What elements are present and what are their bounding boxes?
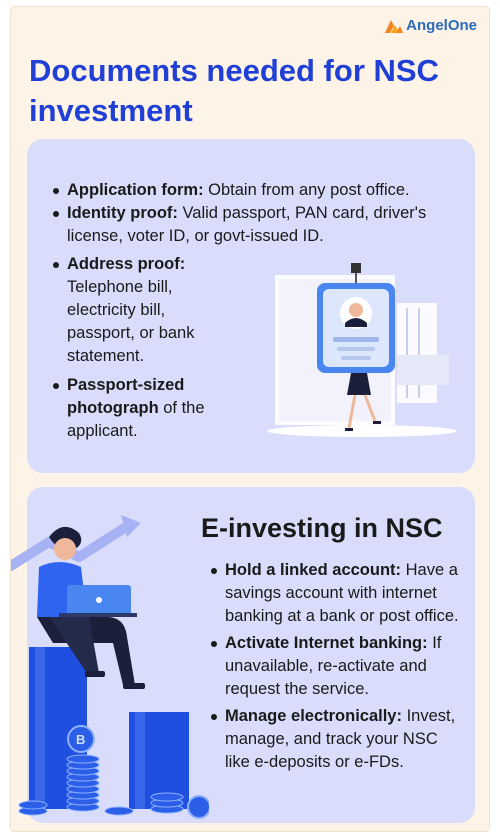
brand-name: AngelOne bbox=[406, 17, 477, 34]
list-item: Identity proof: Valid passport, PAN card, driver's license, voter ID, or govt-issued ID. bbox=[49, 202, 459, 248]
infographic bbox=[10, 6, 490, 832]
man-laptop-coins-illustration bbox=[10, 507, 209, 829]
svg-text:B: B bbox=[76, 732, 86, 747]
list-item: Activate Internet banking: If unavailable, re-activate and request the service. bbox=[207, 632, 467, 701]
page-title: Documents needed for NSC investment bbox=[29, 53, 439, 128]
list-item: Manage electronically: Invest, manage, and track your NSC like e-deposits or e-FDs. bbox=[207, 705, 467, 774]
id-card-woman-illustration bbox=[257, 263, 467, 453]
angelone-logo-icon bbox=[385, 19, 403, 33]
list-item: Hold a linked account: Have a savings account with internet banking at a bank or post office. bbox=[207, 559, 467, 628]
list-item: Address proof: Telephone bill, electricity bill, passport, or bank statement. bbox=[49, 253, 234, 368]
list-item: Application form: Obtain from any post office. bbox=[49, 179, 459, 202]
documents-card bbox=[27, 139, 475, 473]
section-heading: E-investing in NSC bbox=[201, 513, 443, 543]
brand-logo[interactable] bbox=[385, 17, 477, 34]
list-item: Passport-sized photograph of the applicant. bbox=[49, 374, 234, 443]
documents-list-top bbox=[49, 179, 459, 248]
e-investing-list bbox=[207, 559, 467, 778]
documents-list-side bbox=[49, 253, 234, 449]
